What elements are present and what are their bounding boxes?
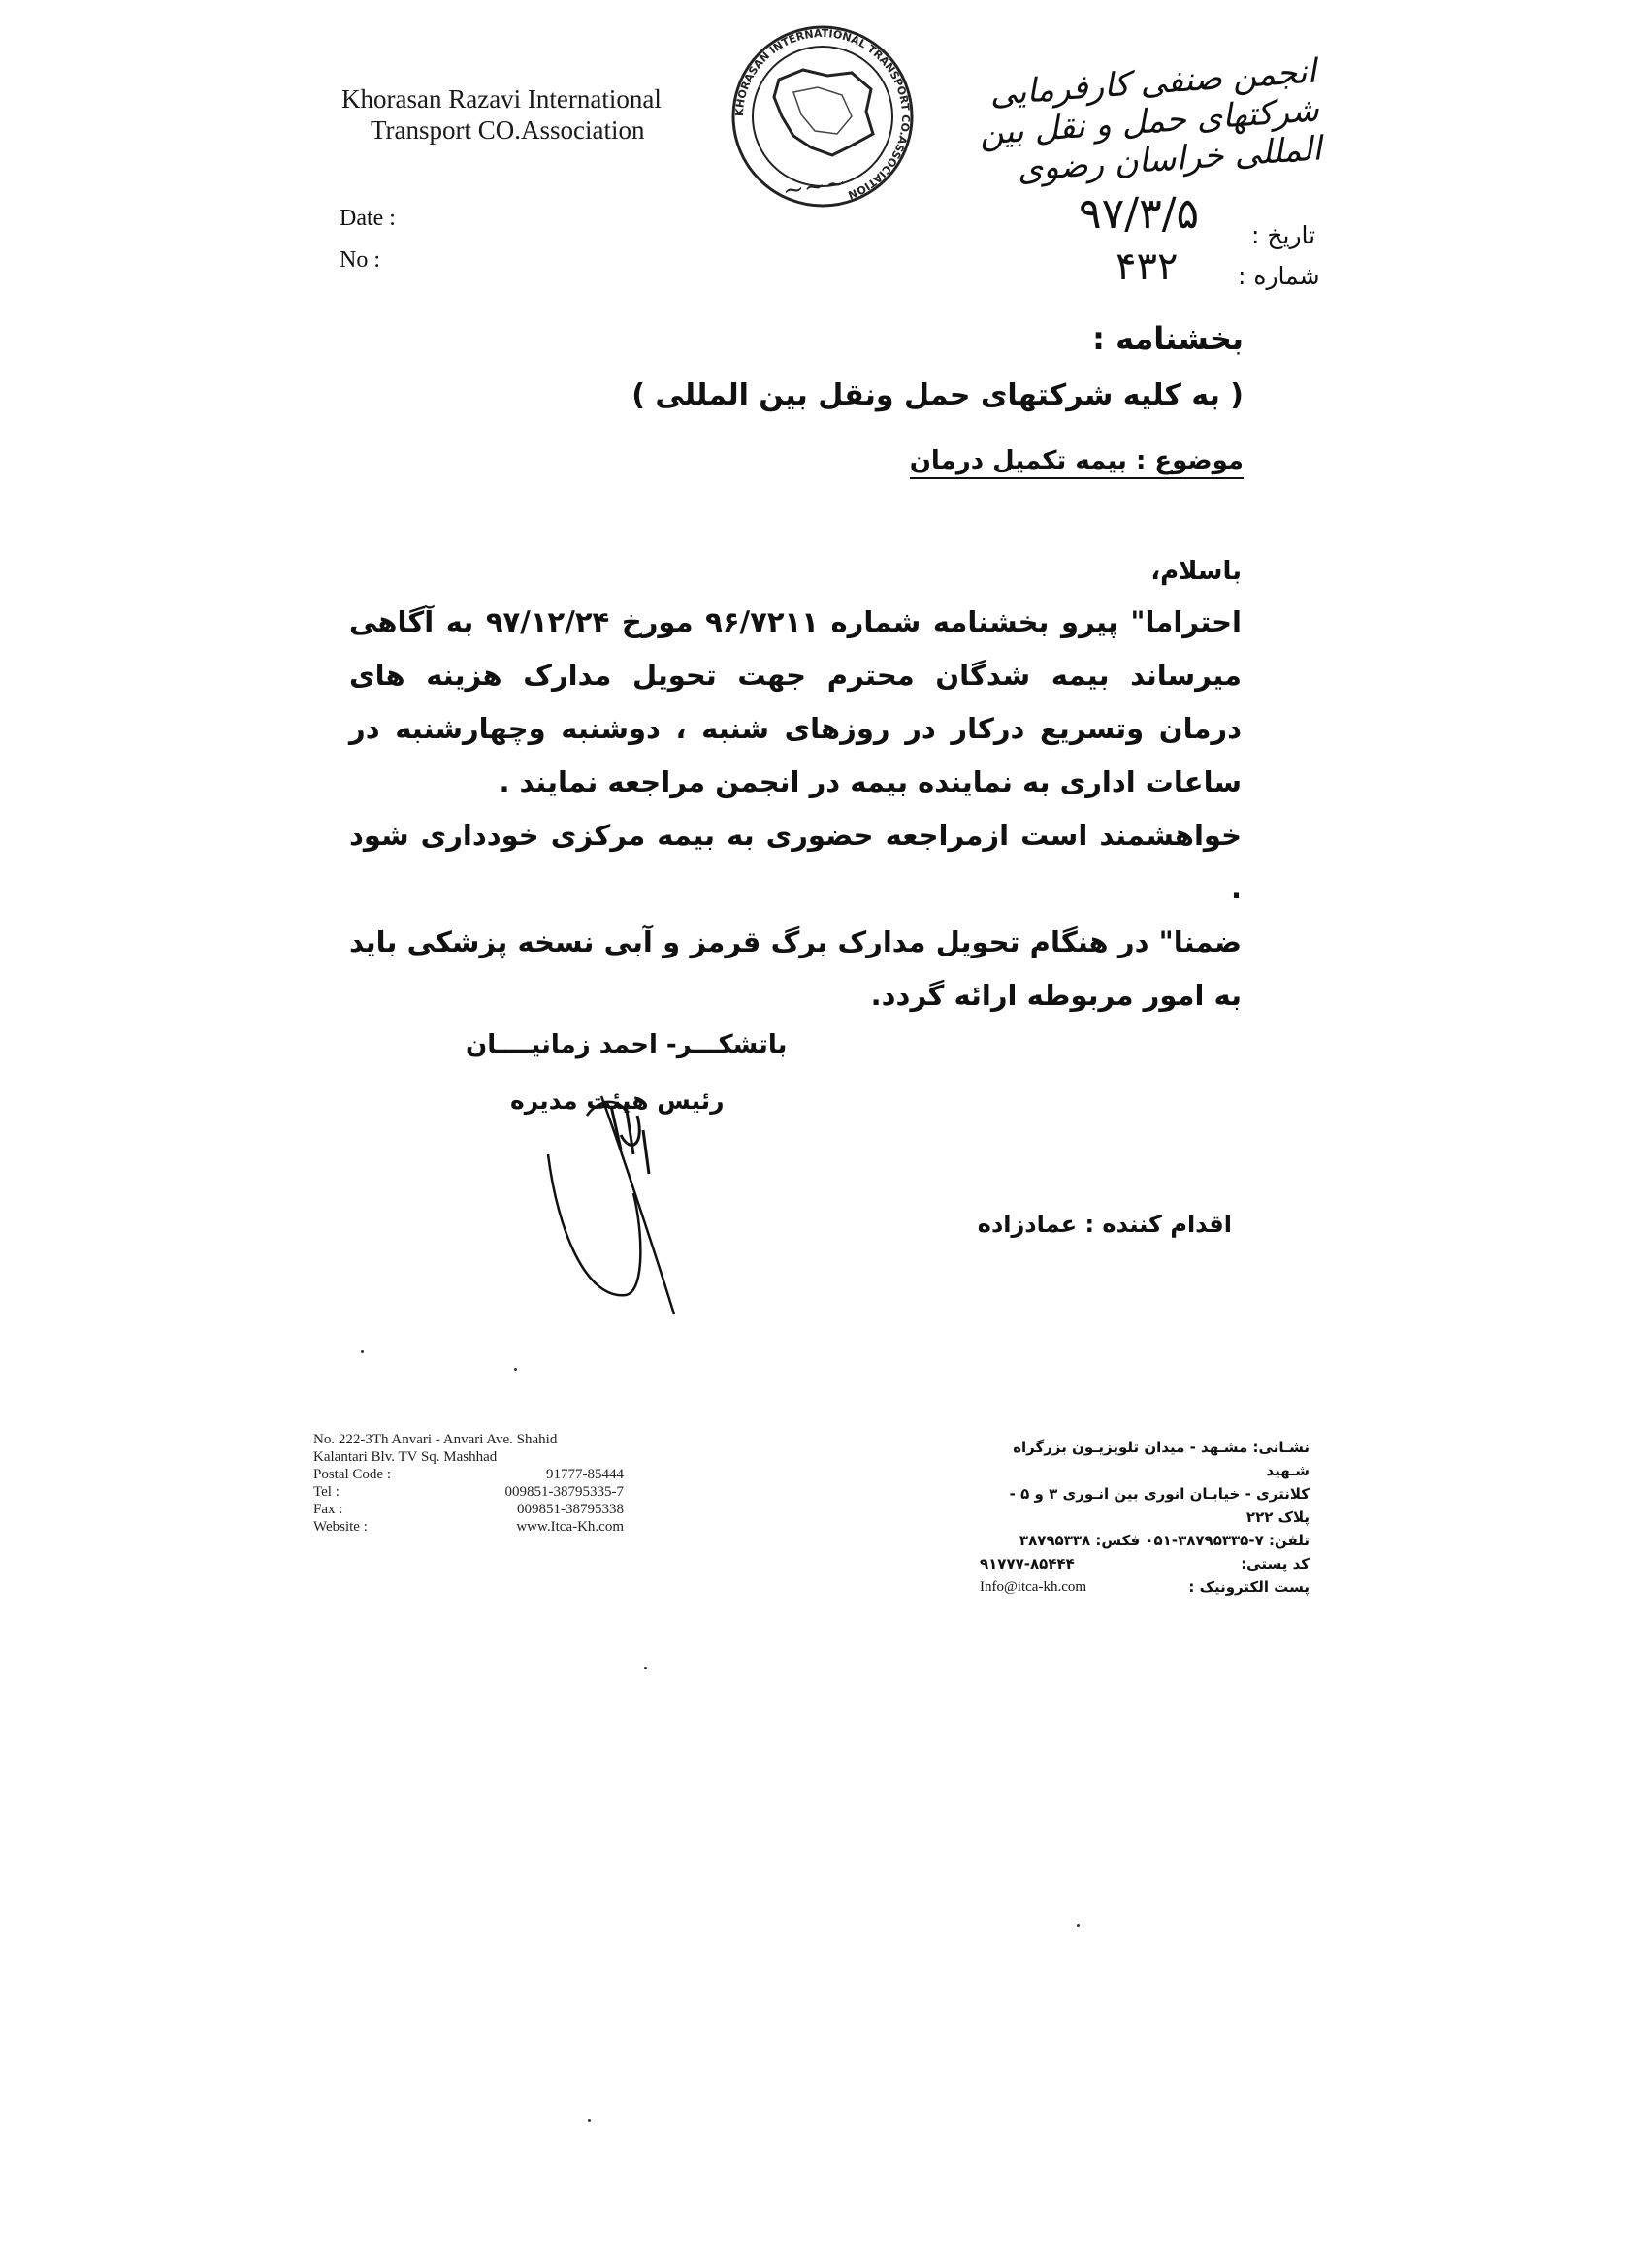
scan-dot <box>1077 1924 1080 1927</box>
footer-en-row: Fax : 009851-38795338 <box>313 1502 624 1517</box>
letter-subject-text: موضوع : بیمه تکمیل درمان <box>910 446 1244 479</box>
number-label-en: No : <box>340 247 380 273</box>
footer-fa-postal: کد پستی: ۹۱۷۷۷-۸۵۴۴۴ <box>980 1555 1310 1572</box>
footer-fa-address-2: کلانتری - خیابـان انوری بین انـوری ۳ و ۵ - پلاک ۲۲۲ <box>1009 1485 1310 1526</box>
association-seal-logo <box>726 19 920 213</box>
footer-en-row: No. 222-3Th Anvari - Anvari Ave. Shahid <box>313 1432 558 1447</box>
organization-name-en-line1: Khorasan Razavi International <box>341 84 662 113</box>
scan-dot <box>514 1368 517 1371</box>
letter-title: بخشنامه : <box>1092 320 1244 357</box>
organization-name-en <box>341 83 662 146</box>
letter-recipients: ( به کلیه شرکتهای حمل ونقل بین المللی ) <box>631 378 1244 412</box>
date-label-fa: تاریخ : <box>1251 221 1316 249</box>
organization-name-fa: انجمن صنفی کارفرمایی شرکتهای حمل و نقل بین المللی خراسان رضوی <box>978 51 1323 190</box>
letter-subject <box>910 446 1244 475</box>
letter-body <box>349 596 1242 1022</box>
seal-text: KHORASAN INTERNATIONAL TRANSPORT CO.ASSOCIATION <box>732 26 913 202</box>
organization-name-en-line2: Transport CO.Association <box>371 115 645 145</box>
footer-fa-address-1: نشـانی: مشـهد - میدان تلویزیـون بزرگراه شـهید <box>1013 1439 1310 1479</box>
date-value: ۹۷/۳/۵ <box>1079 189 1200 239</box>
handwritten-signature <box>529 1077 723 1339</box>
action-by: اقدام کننده : عمادزاده <box>977 1211 1232 1238</box>
letter-body-paragraph-3: ضمنا" در هنگام تحویل مدارک برگ قرمز و آبی نسخه پزشکی باید به امور مربوطه ارائه گردد. <box>349 925 1242 1012</box>
signer-role: رئیس هیئت مدیره <box>510 1086 725 1115</box>
scan-dot <box>361 1350 364 1353</box>
letter-body-paragraph-1: احتراما" پیرو بخشنامه شماره ۹۶/۷۲۱۱ مورخ ۹۷/۱۲/۲۴ به آگاهی میرساند بیمه شدگان محترم جهت تحویل مدارک هزینه های درمان وتسریع درکار در روزهای شنبه ، دوشنبه وچهارشنبه در ساعات اداری به نماینده بیمه در انجمن مراجعه نمایند . <box>349 605 1242 798</box>
footer-fa-phone: تلفن: ۷-۳۸۷۹۵۳۳۵-۰۵۱ فکس: ۳۸۷۹۵۳۳۸ <box>1018 1532 1310 1549</box>
number-label-fa: شماره : <box>1238 262 1320 290</box>
letter-body-paragraph-2: خواهشمند است ازمراجعه حضوری به بیمه مرکزی خودداری شود . <box>349 819 1242 905</box>
number-value: ۴۳۲ <box>1116 244 1179 289</box>
footer-contact-en <box>313 1431 624 1536</box>
letter-greeting: باسلام، <box>1150 557 1242 586</box>
footer-en-row: Website : www.Itca-Kh.com <box>313 1519 624 1535</box>
svg-text:~~~: ~~~ <box>781 168 849 207</box>
footer-en-row: Kalantari Blv. TV Sq. Mashhad <box>313 1449 498 1465</box>
footer-fa-email: پست الکترونیک : Info@itca-kh.com <box>980 1575 1310 1599</box>
scan-dot <box>644 1667 647 1669</box>
date-label-en: Date : <box>340 206 396 231</box>
footer-contact-fa <box>980 1436 1310 1599</box>
email-link[interactable]: Info@itca-kh.com <box>980 1579 1087 1595</box>
footer-en-row: Tel : 009851-38795335-7 <box>313 1484 624 1500</box>
scan-dot <box>588 2119 591 2122</box>
letter-signoff: باتشکـــر- احمد زمانیــــان <box>466 1030 788 1059</box>
footer-en-row: Postal Code : 91777-85444 <box>313 1467 624 1482</box>
